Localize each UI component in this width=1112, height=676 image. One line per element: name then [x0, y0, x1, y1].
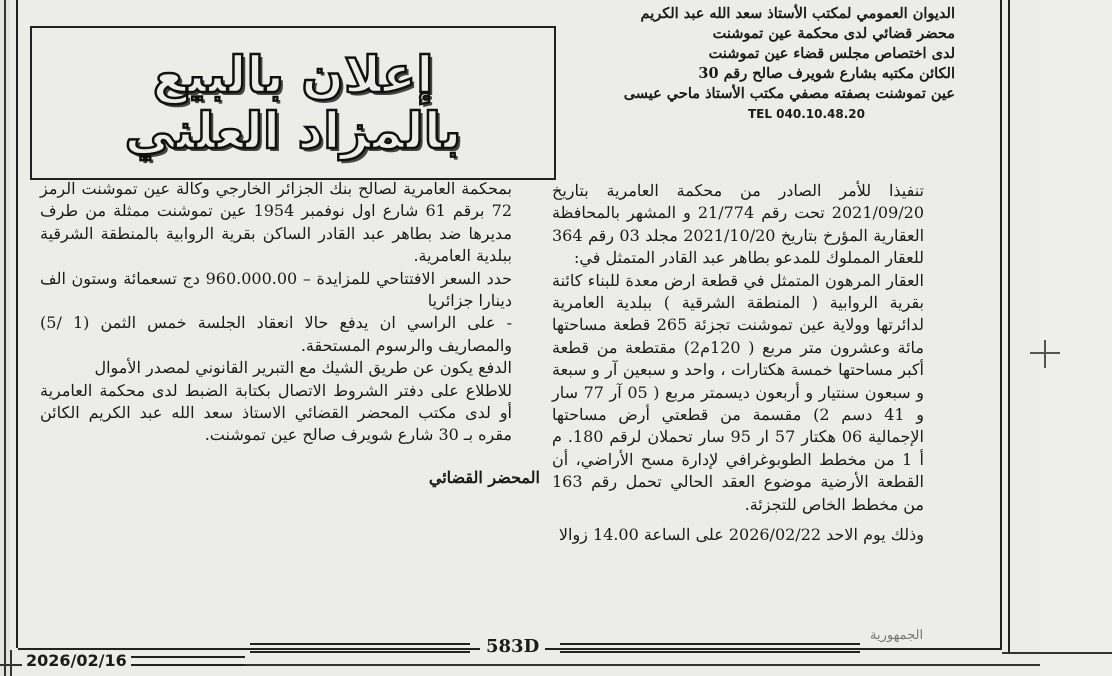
header-line: الديوان العمومي لمكتب الأستاذ سعد الله عبد الكريم	[640, 5, 955, 22]
title-line-2: بالمزاد العلني	[124, 102, 462, 160]
paragraph: العقار المرهون المتمثل في قطعة ارض معدة للبناء كائنة بقرية الروابية ( المنطقة الشرقية ) ببلدية العامرية لدائرتها وولاية عين تموشنت تجزئة 265 قطعة مساحتها مائة وعشرون متر مربع ( 120م2) مقتطعة من قطعة أكبر مساحتها خمسة هكتارات ، واحد و سبعين آر و سبعة و سبعون سنتيار و أربعون ديسمتر مربع ( 05 آر 77 سار و 41 دسم 2) مقسمة من قطعتي أرض مساحتها الإجمالية 06 هكتار 57 ار 95 سار تحملان لرقم 180. م أ 1 من مخطط الطوبوغرافي لإدارة مسح الأراضي، أن القطعة الأرضية موضوع العقد الحالي تحمل رقم 163 من مخطط الخاص للتجزئة.	[552, 270, 925, 514]
paragraph: تنفيذا للأمر الصادر من محكمة العامرية بتاريخ 2021/09/20 تحت رقم 21/774 و المشهر بالمحافظة العقارية المؤرخ بتاريخ 2021/10/20 مجلد 03 رقم 364 للعقار المملوك للمدعو بطاهر عبد القادر المتمثل في:	[552, 181, 925, 268]
double-rule-date	[115, 656, 245, 666]
title-line-1: إعلان بالبيع	[152, 46, 434, 104]
frame-right-line	[1000, 0, 1002, 650]
paragraph: وذلك يوم الاحد 2026/02/22 على الساعة 14.00 زوالا	[558, 525, 924, 545]
left-border-line	[4, 0, 6, 676]
ad-code: 583D	[480, 636, 545, 657]
left-text-column	[40, 178, 540, 489]
header-line: الكائن مكتبه بشارع شويرف صالح رقم 30	[698, 65, 955, 82]
frame-bottom-left-line	[10, 650, 12, 676]
frame-left-line	[16, 0, 18, 648]
title-box	[30, 26, 556, 180]
newspaper-brand: الجمهورية	[870, 628, 924, 643]
header-line: محضر قضائي لدى محكمة عين تموشنت	[712, 25, 955, 42]
paragraph: الدفع يكون عن طريق الشيك مع التبرير القانوني لمصدر الأموال	[94, 358, 512, 378]
adjacent-page-margin	[1040, 0, 1112, 676]
header-line: عين تموشنت بصفته مصفي مكتب الأستاذ ماحي عيسى	[623, 85, 955, 102]
paragraph: حدد السعر الافتتاحي للمزايدة – 960.000.00 دج تسعمائة وستون الف دينارا جزائريا	[40, 268, 513, 311]
right-text-column	[552, 180, 952, 547]
double-rule-right	[560, 643, 860, 653]
signature: المحضر القضائي	[428, 467, 540, 487]
header-line: لدى اختصاص مجلس قضاء عين تموشنت	[708, 45, 955, 62]
paragraph: بمحكمة العامرية لصالح بنك الجزائر الخارجي وكالة عين تموشنت الرمز 72 برقم 61 شارع اول نوفمبر 1954 عين تموشنت ممثلة من طرف مديرها ضد بطاهر عبد القادر الساكن بقرية الروابية بالمنطقة الشرقية ببلدية العامرية.	[40, 179, 512, 266]
double-rule-left	[250, 643, 470, 653]
bailiff-header	[595, 4, 955, 124]
paragraph: - على الراسي ان يدفع حالا انعقاد الجلسة خمس الثمن (1 /5) والمصاريف والرسوم المستحقة.	[40, 313, 513, 355]
publication-date: 2026/02/16	[22, 651, 131, 670]
frame-right-outer-line	[1008, 0, 1010, 652]
crop-mark-vertical	[1044, 340, 1046, 368]
bottom-right-rule	[1002, 652, 1112, 654]
header-tel: TEL 040.10.48.20	[747, 107, 865, 121]
paragraph: للاطلاع على دفتر الشروط الاتصال بكتابة الضبط لدى محكمة العامرية أو لدى مكتب المحضر القضائي الاستاذ سعد الله عبد الكريم الكائن مقره بـ 30 شارع شويرف صالح عين تموشنت.	[40, 380, 512, 445]
